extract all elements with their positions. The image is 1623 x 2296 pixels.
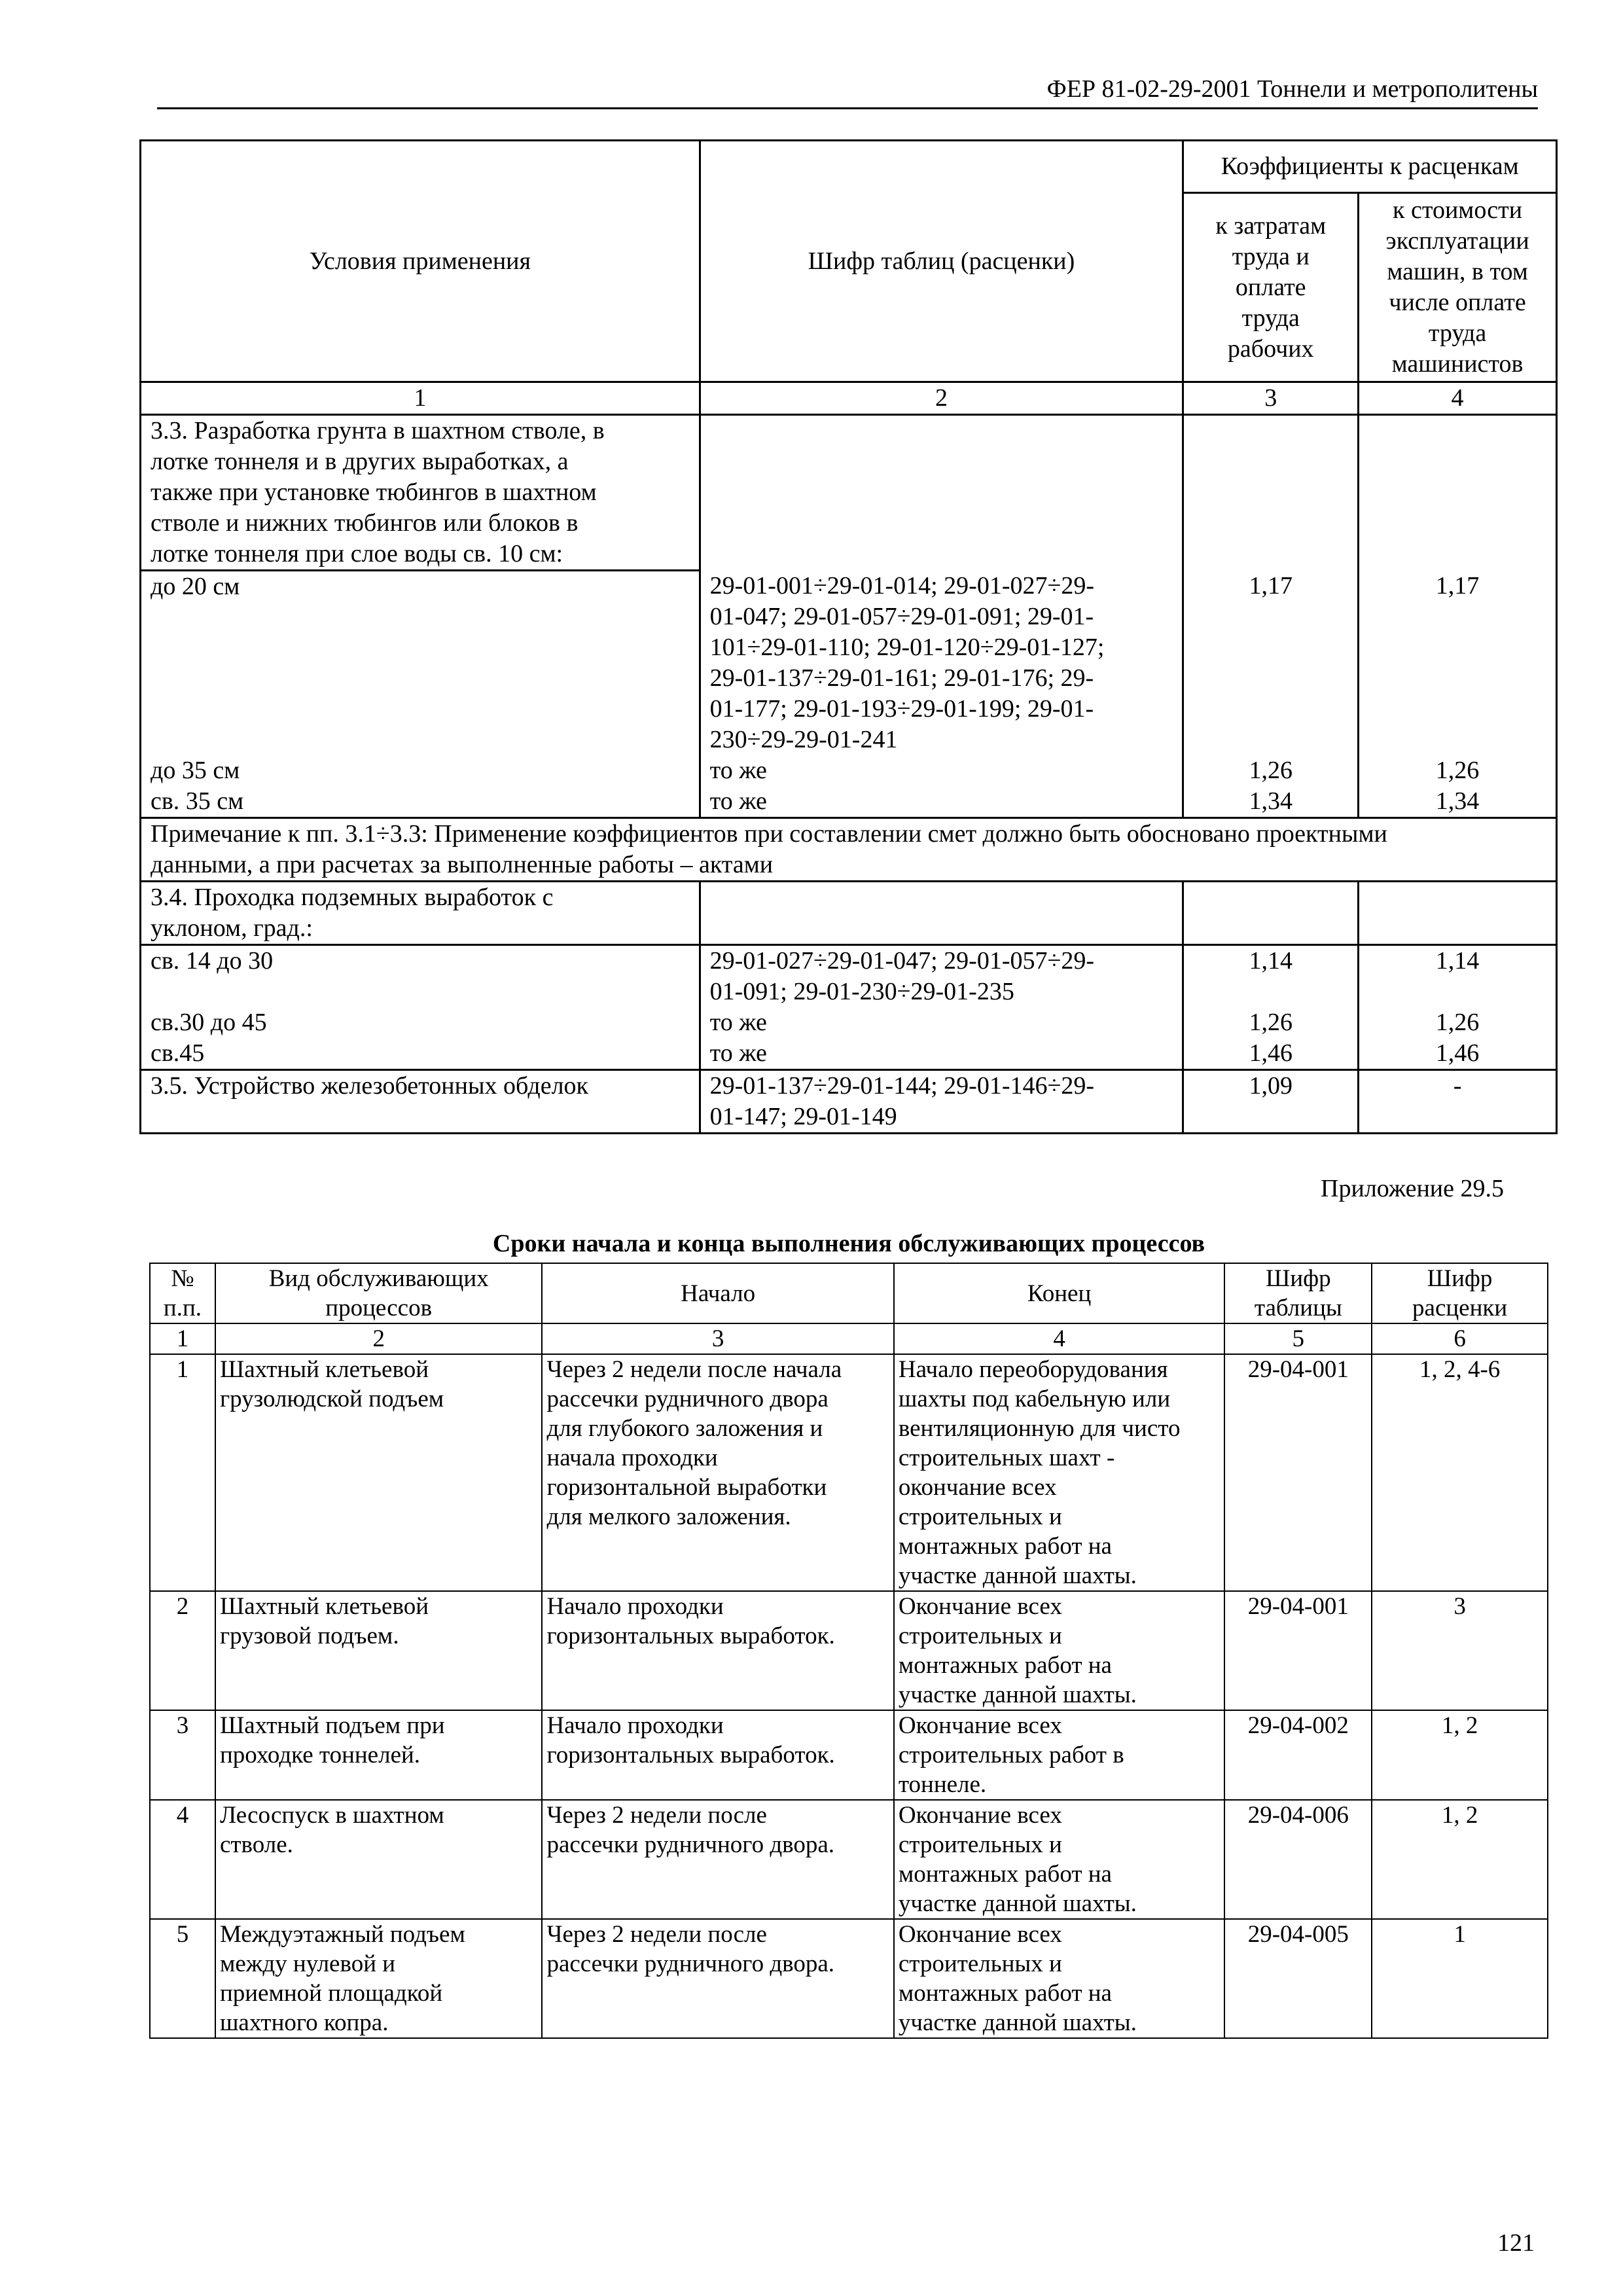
row-condition: до 35 см: [141, 755, 700, 786]
col-number: 2: [700, 382, 1183, 415]
row-cipher: то же: [700, 1038, 1183, 1070]
col-number: 4: [1359, 382, 1557, 415]
col-number: 6: [1372, 1323, 1548, 1354]
header-start: Начало: [542, 1263, 893, 1323]
row-start: Через 2 недели после начала рассечки рудничного двора для глубокого заложения и начала проходки горизонтальной выработки для мелкого заложения.: [542, 1354, 893, 1591]
header-coef-labor: к затратам труда и оплате труда рабочих: [1183, 193, 1359, 382]
row-cipher: 29-01-137÷29-01-144; 29-01-146÷29- 01-147; 29-01-149: [700, 1069, 1183, 1133]
row-kind: Шахтный клетьевой грузолюдской подъем: [215, 1354, 543, 1591]
appendix-label: Приложение 29.5: [1321, 1175, 1504, 1202]
row-rate-cipher: 1, 2: [1372, 1710, 1548, 1800]
header-coef-group: Коэффициенты к расценкам: [1183, 141, 1557, 193]
row-start: Через 2 недели после рассечки рудничного двора.: [542, 1800, 893, 1919]
service-processes-table: [149, 1263, 1548, 2039]
row-rate-cipher: 3: [1372, 1591, 1548, 1710]
row-coef-labor: 1,09: [1183, 1069, 1359, 1133]
row-cipher: 29-01-027÷29-01-047; 29-01-057÷29- 01-091; 29-01-230÷29-01-235: [700, 944, 1183, 1007]
row-kind: Лесоспуск в шахтном стволе.: [215, 1800, 543, 1919]
row-table-cipher: 29-04-001: [1224, 1354, 1372, 1591]
row-coef-machines: 1,26: [1359, 755, 1557, 786]
col-number: 1: [141, 382, 700, 415]
row-kind: Междуэтажный подъем между нулевой и приемной площадкой шахтного копра.: [215, 1919, 543, 2038]
row-start: Начало проходки горизонтальных выработок.: [542, 1591, 893, 1710]
col-number: 1: [150, 1323, 215, 1354]
header-cipher: Шифр таблиц (расценки): [700, 141, 1183, 382]
row-kind: Шахтный клетьевой грузовой подъем.: [215, 1591, 543, 1710]
row-cipher: то же: [700, 755, 1183, 786]
page-number: 121: [1497, 2229, 1535, 2257]
table-row: [150, 1591, 1548, 1710]
row-condition: 3.5. Устройство железобетонных обделок: [141, 1069, 700, 1133]
row-end: Окончание всех строительных и монтажных работ на участке данной шахты.: [894, 1591, 1225, 1710]
row-num: 4: [150, 1800, 215, 1919]
row-num: 5: [150, 1919, 215, 2038]
row-coef-machines: 1,17: [1359, 571, 1557, 755]
row-rate-cipher: 1: [1372, 1919, 1548, 2038]
row-coef-labor: 1,26: [1183, 1007, 1359, 1038]
row-coef-machines: 1,34: [1359, 786, 1557, 818]
row-condition: св. 14 до 30: [141, 944, 700, 1007]
row-coef-machines: 1,14: [1359, 944, 1557, 1007]
row-cipher: 29-01-001÷29-01-014; 29-01-027÷29- 01-047; 29-01-057÷29-01-091; 29-01- 101÷29-01-110; 29-01-120÷29-01-127; 29-01-137÷29-01-161; 29-01-176; 29- 01-177; 29-01-193÷29-01-199; 29-01- 230÷29-29-01-241: [700, 571, 1183, 755]
row-end: Окончание всех строительных и монтажных работ на участке данной шахты.: [894, 1800, 1225, 1919]
running-header: [157, 72, 1538, 109]
row-rate-cipher: 1, 2, 4-6: [1372, 1354, 1548, 1591]
header-rate-cipher: Шифр расценки: [1372, 1263, 1548, 1323]
header-kind: Вид обслуживающих процессов: [215, 1263, 543, 1323]
header-table-cipher: Шифр таблицы: [1224, 1263, 1372, 1323]
row-table-cipher: 29-04-006: [1224, 1800, 1372, 1919]
section-3-4-title: 3.4. Проходка подземных выработок с уклоном, град.:: [141, 881, 700, 944]
header-num: № п.п.: [150, 1263, 215, 1323]
row-cipher: то же: [700, 786, 1183, 818]
running-header-title: ФЕР 81-02-29-2001 Тоннели и метрополитены: [1046, 75, 1538, 103]
section-3-3-title: 3.3. Разработка грунта в шахтном стволе, в лотке тоннеля и в других выработках, а также при установке тюбингов в шахтном стволе и нижних тюбингов или блоков в лотке тоннеля при слое воды св. 10 см:: [141, 415, 700, 571]
row-coef-machines: 1,46: [1359, 1038, 1557, 1070]
row-kind: Шахтный подъем при проходке тоннелей.: [215, 1710, 543, 1800]
row-num: 2: [150, 1591, 215, 1710]
row-num: 1: [150, 1354, 215, 1591]
row-table-cipher: 29-04-002: [1224, 1710, 1372, 1800]
row-start: Начало проходки горизонтальных выработок.: [542, 1710, 893, 1800]
row-cipher: то же: [700, 1007, 1183, 1038]
table-row: [150, 1919, 1548, 2038]
table2-title: Сроки начала и конца выполнения обслуживающих процессов: [492, 1230, 1205, 1257]
table-row: [150, 1800, 1548, 1919]
note-row: Примечание к пп. 3.1÷3.3: Применение коэффициентов при составлении смет должно быть обосновано проектными данными, а при расчетах за выполненные работы – актами: [141, 817, 1557, 881]
row-coef-labor: 1,17: [1183, 571, 1359, 755]
row-condition: св. 35 см: [141, 786, 700, 818]
row-condition: до 20 см: [141, 571, 700, 755]
row-end: Начало переоборудования шахты под кабельную или вентиляционную для чисто строительных шахт - окончание всех строительных и монтажных работ на участке данной шахты.: [894, 1354, 1225, 1591]
row-table-cipher: 29-04-005: [1224, 1919, 1372, 2038]
row-coef-machines: -: [1359, 1069, 1557, 1133]
row-rate-cipher: 1, 2: [1372, 1800, 1548, 1919]
row-start: Через 2 недели после рассечки рудничного двора.: [542, 1919, 893, 2038]
col-number: 2: [215, 1323, 543, 1354]
row-condition: св.45: [141, 1038, 700, 1070]
row-coef-labor: 1,34: [1183, 786, 1359, 818]
row-coef-labor: 1,26: [1183, 755, 1359, 786]
coefficients-table: [139, 139, 1558, 1134]
table-row: [150, 1354, 1548, 1591]
row-end: Окончание всех строительных и монтажных работ на участке данной шахты.: [894, 1919, 1225, 2038]
header-end: Конец: [894, 1263, 1225, 1323]
table-row: [150, 1710, 1548, 1800]
col-number: 3: [1183, 382, 1359, 415]
col-number: 3: [542, 1323, 893, 1354]
col-number: 4: [894, 1323, 1225, 1354]
row-coef-labor: 1,14: [1183, 944, 1359, 1007]
row-coef-labor: 1,46: [1183, 1038, 1359, 1070]
header-coef-machines: к стоимости эксплуатации машин, в том числе оплате труда машинистов: [1359, 193, 1557, 382]
header-conditions: Условия применения: [141, 141, 700, 382]
row-condition: св.30 до 45: [141, 1007, 700, 1038]
row-end: Окончание всех строительных работ в тоннеле.: [894, 1710, 1225, 1800]
row-coef-machines: 1,26: [1359, 1007, 1557, 1038]
row-table-cipher: 29-04-001: [1224, 1591, 1372, 1710]
row-num: 3: [150, 1710, 215, 1800]
col-number: 5: [1224, 1323, 1372, 1354]
